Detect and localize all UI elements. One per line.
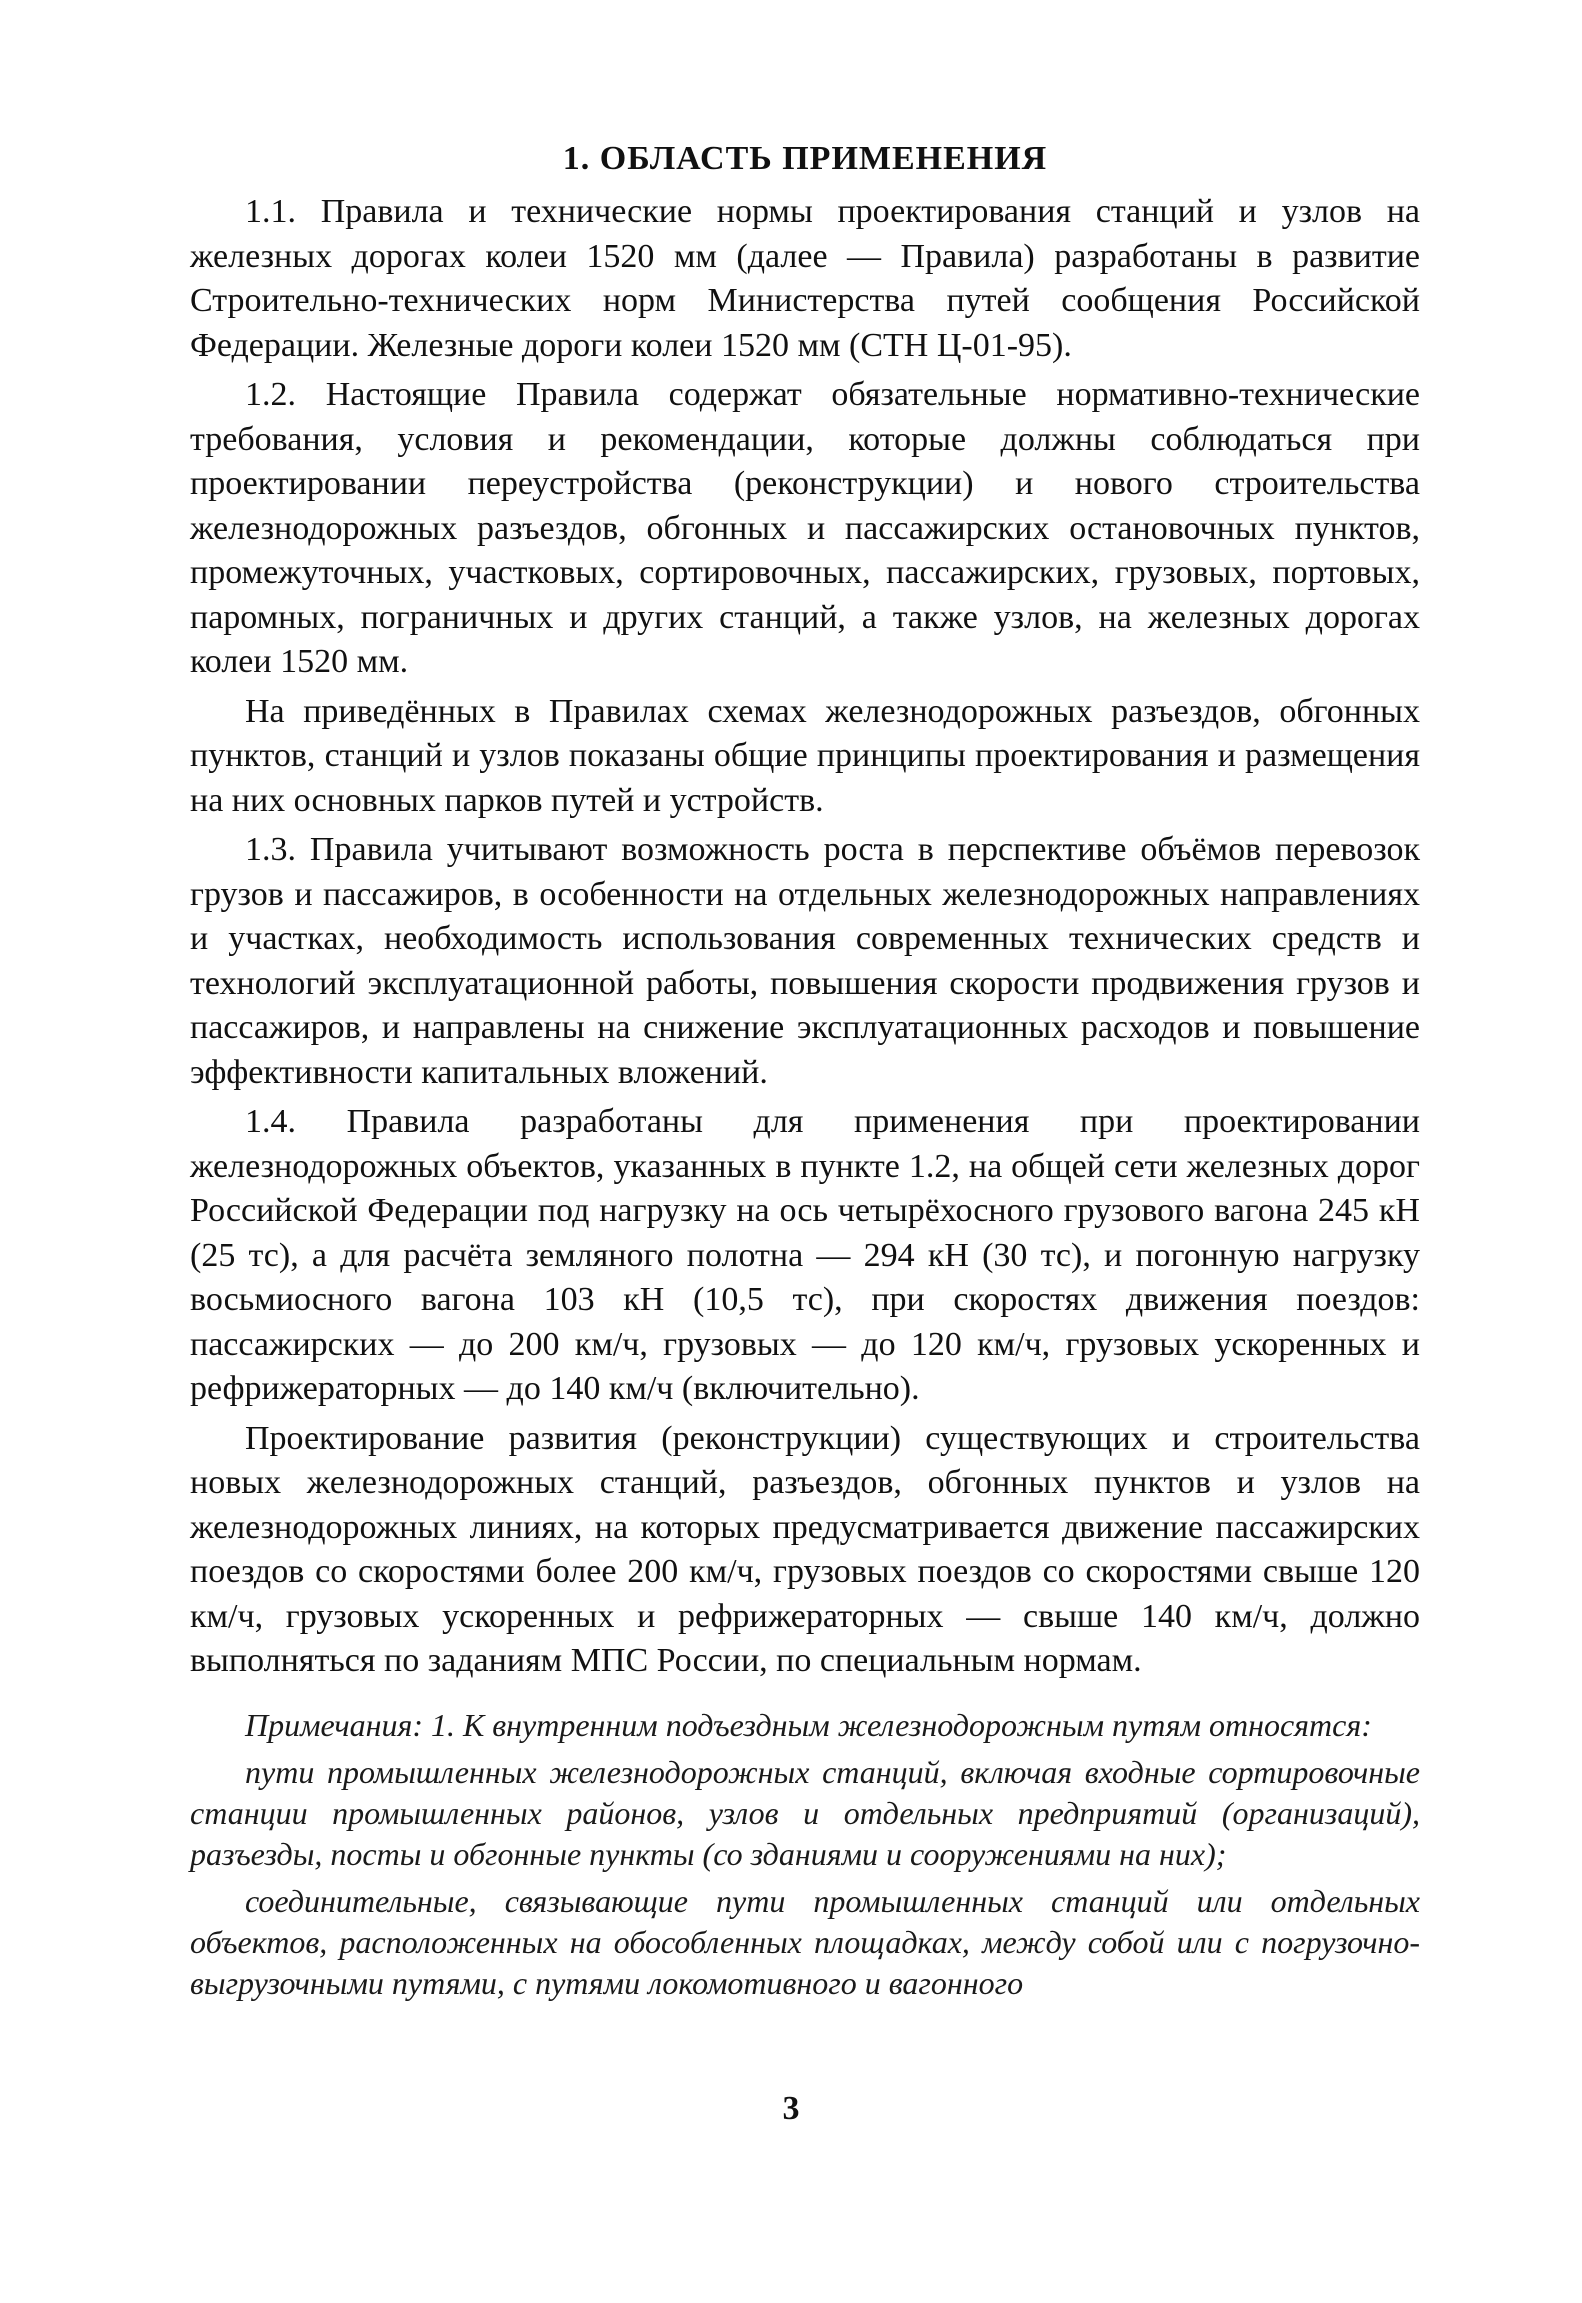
section-heading: 1. ОБЛАСТЬ ПРИМЕНЕНИЯ [562, 140, 1048, 177]
paragraph-1-2-schemes: На приведённых в Правилах схемах железнодорожных разъездов, обгонных пунктов, станций и узлов показаны общие принципы проектирования и размещения на них основных парков путей и устройств. [190, 692, 1420, 819]
page-number: 3 [782, 2090, 800, 2127]
main-text [190, 190, 1420, 1689]
note-item: соединительные, связывающие пути промышленных станций или отдельных объектов, расположенных на обособленных площадках, между собой или с погрузочно-выгрузочными путями, с путями локомотивного и вагонного [190, 1883, 1420, 2001]
notes-block [190, 1705, 1420, 2010]
note-item: пути промышленных железнодорожных станций, включая входные сортировочные станции промышленных районов, узлов и отдельных предприятий (организаций), разъезды, посты и обгонные пункты (со зданиями и сооружениями на них); [190, 1754, 1420, 1872]
note-intro: Примечания: 1. К внутренним подъездным железнодорожным путям относятся: [245, 1707, 1372, 1743]
paragraph-1-2: 1.2. Настоящие Правила содержат обязательные нормативно-технические требования, условия и рекомендации, которые должны соблюдаться при проектировании переустройства (реконструкции) и нового строительства железнодорожных разъездов, обгонных и пассажирских остановочных пунктов, промежуточных, участковых, сортировочных, пассажирских, грузовых, портовых, паромных, пограничных и других станций, а также узлов, на железных дорогах колеи 1520 мм. [190, 376, 1420, 680]
paragraph-1-4-design: Проектирование развития (реконструкции) существующих и строительства новых железнодорожных станций, разъездов, обгонных пунктов и узлов на железнодорожных линиях, на которых предусматривается движение пассажирских поездов со скоростями более 200 км/ч, грузовых поездов со скоростями свыше 120 км/ч, грузовых ускоренных и рефрижераторных — свыше 140 км/ч, должно выполняться по заданиям МПС России, по специальным нормам. [190, 1419, 1420, 1679]
paragraph-1-1: 1.1. Правила и технические нормы проектирования станций и узлов на железных дорогах колеи 1520 мм (далее — Правила) разработаны в развитие Строительно-технических норм Министерства путей сообщения Российской Федерации. Железные дороги колеи 1520 мм (СТН Ц-01-95). [190, 193, 1420, 364]
paragraph-1-4: 1.4. Правила разработаны для применения при проектировании железнодорожных объектов, указанных в пункте 1.2, на общей сети железных дорог Российской Федерации под нагрузку на ось четырёхосного грузового вагона 245 кН (25 тс), а для расчёта земляного полотна — 294 кН (30 тс), и погонную нагрузку восьмиосного вагона 103 кН (10,5 тс), при скоростях движения поездов: пассажирских — до 200 км/ч, грузовых — до 120 км/ч, грузовых ускоренных и рефрижераторных — до 140 км/ч (включительно). [190, 1103, 1420, 1407]
paragraph-1-3: 1.3. Правила учитывают возможность роста в перспективе объёмов перевозок грузов и пассажиров, в особенности на отдельных железнодорожных направлениях и участках, необходимость использования современных технических средств и технологий эксплуатационной работы, повышения скорости продвижения грузов и пассажиров, и направлены на снижение эксплуатационных расходов и повышение эффективности капитальных вложений. [190, 831, 1420, 1091]
